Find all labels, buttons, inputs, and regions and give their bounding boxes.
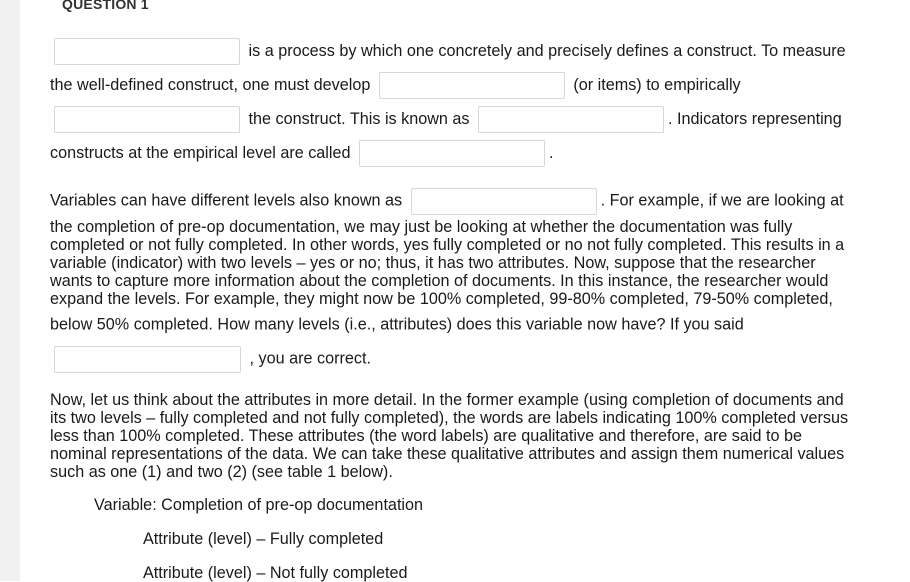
paragraph-1-text-6: constructs at the empirical level are called (50, 144, 351, 162)
blank-6-input[interactable] (411, 188, 597, 215)
blank-3-input[interactable] (54, 106, 240, 133)
table-attribute-1: Attribute (level) – Fully completed (143, 530, 384, 548)
blank-1-input[interactable] (54, 38, 240, 65)
paragraph-2-text-4: completed. How many levels (i.e., attributes) does this variable now have? If you said (133, 315, 744, 334)
table-attribute-2: Attribute (level) – Not fully completed (143, 564, 408, 582)
left-panel-strip (0, 0, 20, 581)
blank-4-input[interactable] (478, 106, 664, 133)
question-content (50, 34, 858, 582)
paragraph-2 (50, 184, 858, 376)
blank-5-input[interactable] (359, 140, 545, 167)
paragraph-1-text-7: . (549, 144, 554, 162)
paragraph-2-text-5: , you are correct. (249, 349, 371, 368)
paragraph-3: Now, let us think about the attributes in more detail. In the former example (using completion of documents and its two levels – fully completed and not fully completed), the words are labels indicating 100% completed versus less than 100% completed. These attributes (the word labels) are qualitative and therefore, are said to be nominal representations of the data. We can take these qualitative attributes and assign them numerical values such as one (1) and two (2) (see table 1 below). (50, 391, 849, 481)
paragraph-1-text-5: . Indicators representing (668, 110, 842, 128)
paragraph-1-text-4: the construct. This is known as (248, 110, 470, 128)
blank-7-input[interactable] (54, 346, 241, 373)
blank-2-input[interactable] (379, 72, 565, 99)
table-variable-line: Variable: Completion of pre-op documentation (94, 496, 424, 514)
paragraph-2-text-3: the completion of pre-op documentation, we may just be looking at whether the documentation was fully completed or not fully completed. In other words, yes fully completed or no not fully completed. This results in a variable (indicator) with two levels – yes or no; thus, it has two attributes. Now, suppose that the researcher wants to capture more information about the completion of documents. In this instance, the researcher would expand the levels. For example, they might now be 100% completed, 99-80% completed, 79-50% completed, below 50% (50, 218, 845, 334)
paragraph-1-text-3: (or items) to empirically (573, 76, 741, 94)
question-heading: QUESTION 1 (62, 0, 149, 12)
paragraph-1 (50, 34, 858, 170)
paragraph-2-text-2: . For example, if we are looking at (600, 191, 844, 210)
paragraph-1-text-1: is a process by which one concretely and precisely defines a construct. To measure (248, 42, 846, 60)
paragraph-1-text-2: the well-defined construct, one must develop (50, 76, 371, 94)
paragraph-2-text-1: Variables can have different levels also known as (50, 191, 403, 210)
